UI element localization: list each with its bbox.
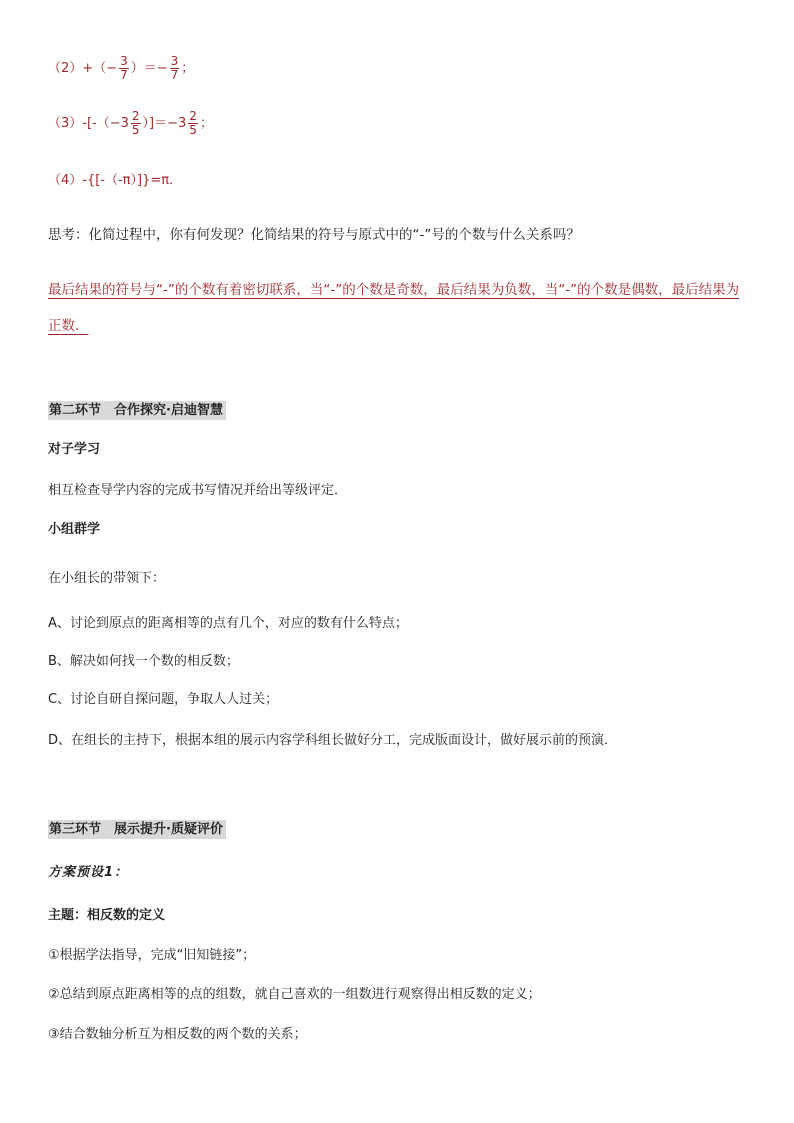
fraction-denominator: 7 [170,68,179,82]
step-item: ③结合数轴分析互为相反数的两个数的关系； [48,1027,307,1042]
step-item: ①根据学法指导，完成“旧知链接”； [48,948,256,963]
fraction [119,55,129,82]
topic-heading: 主题：相反数的定义 [48,908,166,923]
equation-2 [48,55,194,82]
group-intro: 在小组长的带领下： [48,571,166,586]
list-item: D、在组长的主持下，根据本组的展示内容学科组长做好分工，完成版面设计，做好展示前的预演． [48,733,618,748]
equation-3 [48,110,213,137]
fraction-numerator: 3 [170,54,179,68]
fraction-numerator: 3 [120,54,128,68]
group-study-heading: 小组群学 [48,522,101,537]
equation-text: +（− [82,61,118,76]
equation-label: （3） [48,116,83,131]
section-2-title: 第二环节 合作探究·启迪智慧 [48,401,226,420]
think-question: 思考：化简过程中，你有何发现？化简结果的符号与原式中的“-”号的个数与什么关系吗？ [48,227,580,243]
list-item: C、讨论自研自探问题，争取人人过关； [48,692,279,707]
section-3-title: 第三环节 展示提升·质疑评价 [48,820,226,839]
pair-study-text: 相互检查导学内容的完成书写情况并给出等级评定． [48,483,348,498]
fraction-numerator: 2 [131,109,140,123]
fraction-denominator: 7 [120,68,128,82]
list-item: A、讨论到原点的距离相等的点有几个，对应的数有什么特点； [48,616,408,631]
fraction-denominator: 5 [131,123,140,137]
equation-text: ）]＝−3 [142,116,187,131]
equation-text: ； [181,61,195,76]
list-item: B、解决如何找一个数的相反数； [48,654,239,669]
pair-study-heading: 对子学习 [48,442,101,457]
fraction-denominator: 5 [189,123,197,137]
equation-text: ； [199,116,213,131]
equation-text: -[-（−3 [82,116,129,131]
plan-heading: 方案预设1： [48,865,129,880]
equation-text: ）＝− [130,61,168,76]
fraction-numerator: 2 [189,109,197,123]
answer-text: 最后结果的符号与“-”的个数有着密切联系，当“-”的个数是奇数，最后结果为负数，当“-”的个数是偶数，最后结果为正数． [48,282,740,334]
fraction [188,110,198,137]
fraction [170,55,180,82]
fraction [131,110,141,137]
equation-4: （4）-{[-（-π）]}=π． [48,173,183,188]
equation-label: （2） [48,61,83,76]
step-item: ②总结到原点距离相等的点的组数，就自己喜欢的一组数进行观察得出相反数的定义； [48,987,541,1002]
